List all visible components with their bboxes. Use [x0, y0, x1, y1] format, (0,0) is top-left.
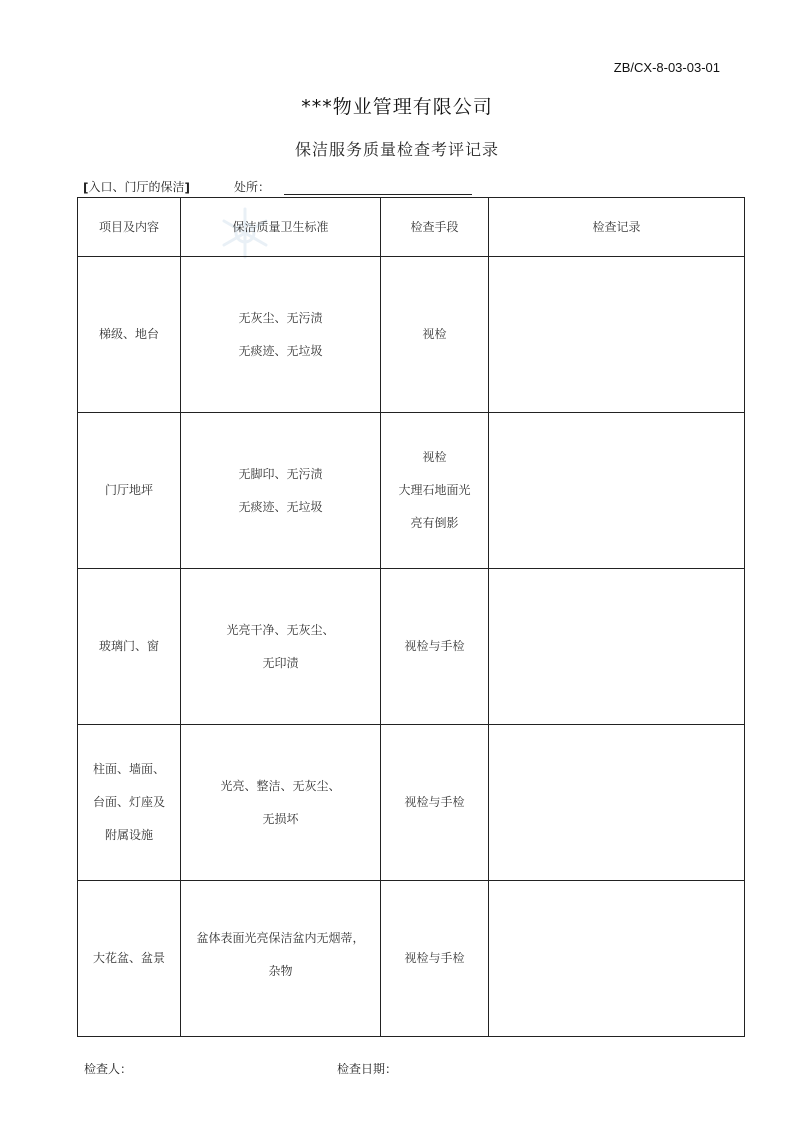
table-row: [78, 413, 745, 569]
record-cell[interactable]: [489, 725, 745, 881]
table-row: [78, 257, 745, 413]
method-cell: 视检与手检: [381, 881, 489, 1037]
table-row: [78, 881, 745, 1037]
standard-cell: 盆体表面光亮保洁盆内无烟蒂， 杂物: [181, 881, 381, 1037]
item-cell: 门厅地坪: [78, 413, 181, 569]
document-code: ZB/CX-8-03-03-01: [613, 60, 720, 75]
record-cell[interactable]: [489, 413, 745, 569]
method-cell: 视检与手检: [381, 725, 489, 881]
record-cell[interactable]: [489, 881, 745, 1037]
header-item: 项目及内容: [78, 198, 181, 257]
table-row: [78, 725, 745, 881]
record-cell[interactable]: [489, 257, 745, 413]
section-header: [83, 178, 472, 195]
table-header-row: [78, 198, 745, 257]
section-bracket-close: ]: [184, 181, 190, 195]
section-label: 入口、门厅的保洁: [88, 180, 185, 194]
inspection-table: [77, 197, 745, 1037]
header-standard: 保洁质量卫生标准: [181, 198, 381, 257]
standard-cell: 无脚印、无污渍 无痰迹、无垃圾: [181, 413, 381, 569]
header-method: 检查手段: [381, 198, 489, 257]
standard-cell: 无灰尘、无污渍 无痰迹、无垃圾: [181, 257, 381, 413]
section-bracket-open: [: [83, 181, 89, 195]
place-input-line[interactable]: [284, 180, 472, 195]
item-cell: 柱面、墙面、 台面、灯座及 附属设施: [78, 725, 181, 881]
method-cell: 视检: [381, 257, 489, 413]
method-cell: 视检与手检: [381, 569, 489, 725]
company-name: ***物业管理有限公司: [301, 96, 493, 118]
place-label: 处所：: [233, 180, 270, 194]
header-record: 检查记录: [489, 198, 745, 257]
record-cell[interactable]: [489, 569, 745, 725]
form-title: 保洁服务质量检查考评记录: [294, 140, 499, 159]
inspector-label: 检查人：: [84, 1062, 133, 1076]
method-cell: 视检 大理石地面光 亮有倒影: [381, 413, 489, 569]
item-cell: 大花盆、盆景: [78, 881, 181, 1037]
standard-cell: 光亮干净、无灰尘、 无印渍: [181, 569, 381, 725]
item-cell: 梯级、地台: [78, 257, 181, 413]
item-cell: 玻璃门、窗: [78, 569, 181, 725]
inspection-date-label: 检查日期：: [337, 1062, 398, 1076]
table-row: [78, 569, 745, 725]
standard-cell: 光亮、整洁、无灰尘、 无损坏: [181, 725, 381, 881]
